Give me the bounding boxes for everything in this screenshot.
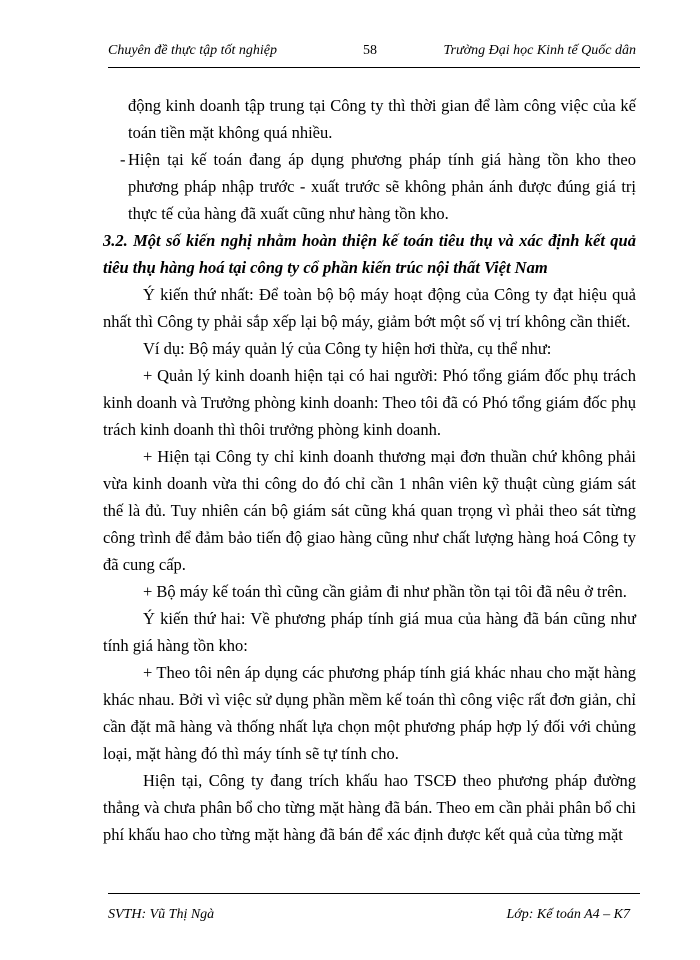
- footer-class-name: Lớp: Kế toán A4 – K7: [506, 907, 630, 922]
- document-body: [103, 92, 636, 848]
- bullet-text: Hiện tại kế toán đang áp dụng phương pháp tính giá hàng tồn kho theo phương pháp nhập trước - xuất trước sẽ không phản ánh được đúng giá trị thực tế của hàng đã xuất cũng như hàng tồn kho.: [128, 150, 636, 223]
- page-footer: [108, 900, 640, 930]
- footer-student-name: SVTH: Vũ Thị Ngà: [108, 907, 215, 922]
- section-heading-3-2: 3.2. Một số kiến nghị nhằm hoàn thiện kế toán tiêu thụ và xác định kết quả tiêu thụ hàng hoá tại công ty cổ phần kiến trúc nội thất Việt Nam: [103, 231, 636, 277]
- bullet-inventory-pricing: [103, 146, 636, 227]
- paragraph-trading-business: + Hiện tại Công ty chỉ kinh doanh thương mại đơn thuần chứ không phải vừa kinh doanh vừa thi công do đó chỉ cần 1 nhân viên kỹ thuật cùng giám sát thế là đủ. Tuy nhiên cán bộ giám sát cũng khá quan trọng vì phải theo sát từng công trình để đảm bảo tiến độ giao hàng cũng như chất lượng hàng hoá Công ty đã cung cấp.: [103, 447, 636, 574]
- paragraph-cash-accounting: động kinh doanh tập trung tại Công ty thì thời gian để làm công việc của kế toán tiền mặt không quá nhiều.: [128, 96, 636, 142]
- bullet-marker: -: [120, 150, 126, 169]
- paragraph-example: Ví dụ: Bộ máy quản lý của Công ty hiện hơi thừa, cụ thể như:: [143, 339, 552, 358]
- paragraph-first-recommendation: Ý kiến thứ nhất: Để toàn bộ bộ máy hoạt động của Công ty đạt hiệu quả nhất thì Công ty phải sắp xếp lại bộ máy, giảm bớt một số vị trí không cần thiết.: [103, 285, 636, 331]
- page-header: [108, 40, 640, 66]
- paragraph-pricing-methods: + Theo tôi nên áp dụng các phương pháp tính giá khác nhau cho mặt hàng khác nhau. Bởi vì việc sử dụng phần mềm kế toán thì công việc rất đơn giản, chỉ cần đặt mã hàng và thống nhất lựa chọn một phương pháp hợp lý đối với chủng loại, mặt hàng đó thì máy tính sẽ tự tính cho.: [103, 663, 636, 763]
- paragraph-second-recommendation: Ý kiến thứ hai: Về phương pháp tính giá mua của hàng đã bán cũng như tính giá hàng tồn kho:: [103, 609, 636, 655]
- footer-divider: [108, 893, 640, 894]
- header-university-name: Trường Đại học Kinh tế Quốc dân: [443, 43, 636, 58]
- paragraph-sales-management: + Quản lý kinh doanh hiện tại có hai người: Phó tổng giám đốc phụ trách kinh doanh và Trưởng phòng kinh doanh: Theo tôi đã có Phó tổng giám đốc phụ trách kinh doanh thì thôi trưởng phòng kinh doanh.: [103, 366, 636, 439]
- page-number: 58: [363, 43, 377, 58]
- header-divider: [108, 67, 640, 68]
- header-document-title: Chuyên đề thực tập tốt nghiệp: [108, 43, 277, 58]
- paragraph-accounting-staff: + Bộ máy kế toán thì cũng cần giảm đi như phần tồn tại tôi đã nêu ở trên.: [143, 582, 627, 601]
- paragraph-depreciation: Hiện tại, Công ty đang trích khấu hao TSCĐ theo phương pháp đường thẳng và chưa phân bổ cho từng mặt hàng đã bán. Theo em cần phải phân bổ chi phí khấu hao cho từng mặt hàng đã bán để xác định được kết quả của từng mặt: [103, 771, 636, 844]
